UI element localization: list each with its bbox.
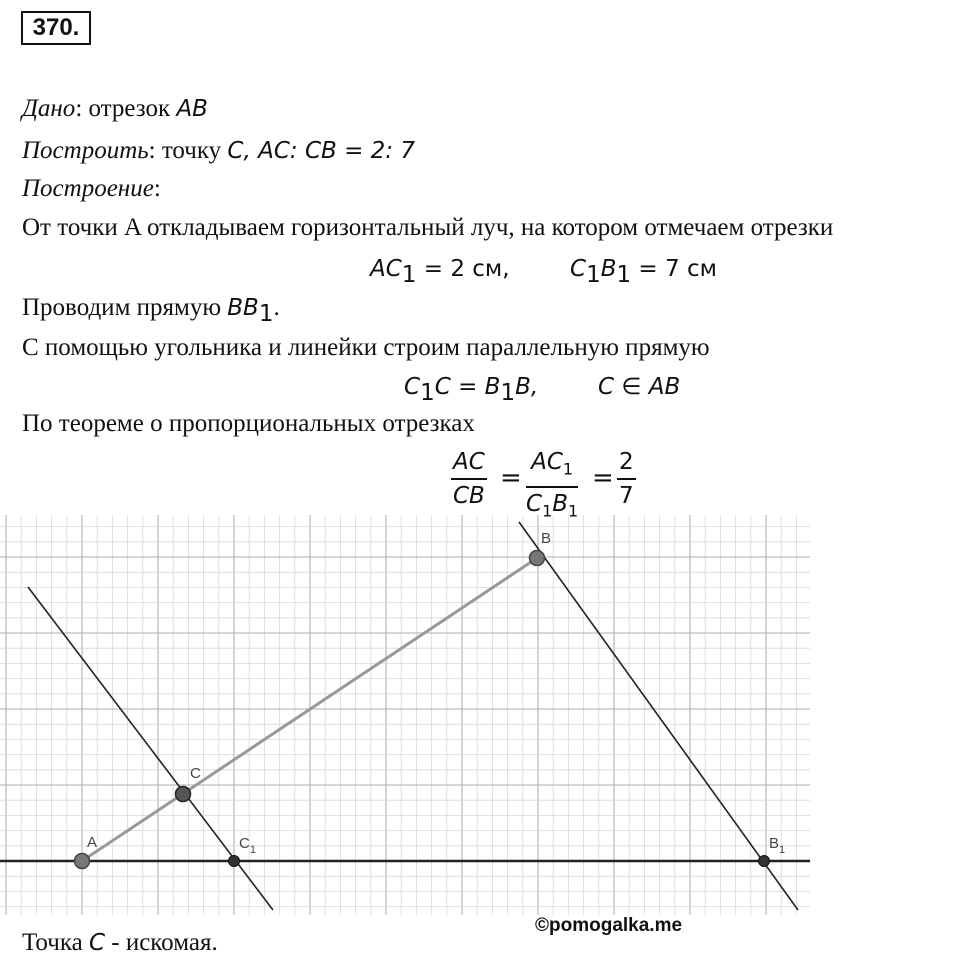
step1-math-b-rest: = 7 см bbox=[631, 256, 717, 282]
given-text: : отрезок bbox=[75, 95, 177, 122]
given-line bbox=[22, 94, 208, 124]
line-b-b1 bbox=[519, 522, 798, 910]
fraction-1-numerator: AC bbox=[451, 446, 487, 480]
step2-math: BB bbox=[227, 295, 259, 321]
fraction-ac-cb bbox=[451, 446, 487, 512]
step3-math-a-sub: 1 bbox=[420, 380, 435, 406]
step1-math-b-main: C bbox=[570, 256, 587, 282]
fraction-2-den-sub2: 1 bbox=[568, 501, 579, 521]
point-c bbox=[176, 787, 191, 802]
fraction-2-den-b: B bbox=[552, 490, 569, 517]
point-b bbox=[530, 551, 545, 566]
conclusion-math: C bbox=[88, 930, 105, 956]
fraction-2-den-c: C bbox=[526, 490, 543, 517]
step2-line bbox=[22, 293, 280, 329]
step2-sub: 1 bbox=[258, 301, 274, 327]
step1-math-a-sub: 1 bbox=[401, 262, 417, 288]
step1-math-b-sub2: 1 bbox=[616, 262, 632, 288]
construct-text: : точку bbox=[148, 137, 228, 164]
label-c: C bbox=[190, 765, 201, 782]
fraction-3-denominator: 7 bbox=[619, 483, 634, 509]
construction-heading bbox=[22, 174, 161, 204]
construct-math: C, AC: CB = 2: 7 bbox=[227, 138, 415, 164]
step4-text: По теореме о пропорциональных отрезках bbox=[22, 410, 475, 437]
grid bbox=[0, 515, 810, 915]
point-a bbox=[75, 854, 90, 869]
construction-label: Построение bbox=[22, 175, 154, 202]
step3-math-a-sub2: 1 bbox=[500, 380, 516, 406]
problem-number: 370. bbox=[21, 11, 91, 45]
conclusion-pre: Точка bbox=[22, 929, 89, 956]
fraction-2-numerator-main: AC bbox=[531, 449, 563, 475]
construction-colon: : bbox=[153, 175, 161, 202]
fraction-2-numerator-sub: 1 bbox=[562, 459, 574, 479]
label-b1-sub: 1 bbox=[779, 844, 786, 856]
point-b1 bbox=[759, 856, 770, 867]
step1-math-a bbox=[370, 254, 510, 290]
given-label: Дано bbox=[22, 95, 76, 122]
label-a: A bbox=[87, 834, 98, 851]
step1-math-a-rest: = 2 см, bbox=[416, 256, 510, 282]
watermark: ©pomogalka.me bbox=[535, 915, 683, 936]
step2-dot: . bbox=[273, 294, 280, 321]
point-c1 bbox=[229, 856, 240, 867]
step1-math-b bbox=[570, 254, 717, 290]
step1-math-a-main: AC bbox=[370, 256, 402, 282]
step3-math-a bbox=[404, 372, 538, 408]
fraction-2-7 bbox=[617, 446, 636, 512]
step1-text: От точки A откладываем горизонтальный луч, на котором отмечаем отрезки bbox=[22, 214, 834, 241]
step3-math-a-mid: C = B bbox=[434, 374, 501, 400]
step1-math-b-sub1: 1 bbox=[586, 262, 601, 288]
construct-line bbox=[22, 136, 415, 166]
fraction-1-denominator: CB bbox=[452, 483, 485, 509]
conclusion-post: - искомая. bbox=[105, 929, 218, 956]
label-c1 bbox=[239, 835, 256, 856]
label-b: B bbox=[541, 530, 552, 547]
equals-2: = bbox=[592, 463, 614, 493]
step3-math-a-rest: B, bbox=[515, 374, 539, 400]
label-c1-main: C bbox=[239, 835, 250, 852]
label-c1-sub: 1 bbox=[249, 844, 256, 856]
step2-text: Проводим прямую bbox=[22, 294, 228, 321]
construct-label: Построить bbox=[22, 137, 149, 164]
geometry-figure bbox=[0, 515, 810, 915]
label-b1-main: B bbox=[769, 835, 780, 852]
step1-math-b-mid: B bbox=[600, 256, 617, 282]
step3-text: С помощью угольника и линейки строим параллельную прямую bbox=[22, 334, 710, 361]
conclusion-line bbox=[22, 928, 218, 958]
step3-math-b bbox=[598, 372, 680, 402]
given-math: AB bbox=[176, 96, 208, 122]
equals-1: = bbox=[500, 463, 522, 493]
step3-math-a-main: C bbox=[404, 374, 421, 400]
step3-math-b-main: C ∈ AB bbox=[598, 374, 681, 400]
label-b1 bbox=[769, 835, 785, 856]
fraction-2-den-sub1: 1 bbox=[542, 501, 553, 521]
fraction-2-numerator bbox=[526, 446, 578, 488]
fraction-3-numerator: 2 bbox=[617, 446, 636, 480]
